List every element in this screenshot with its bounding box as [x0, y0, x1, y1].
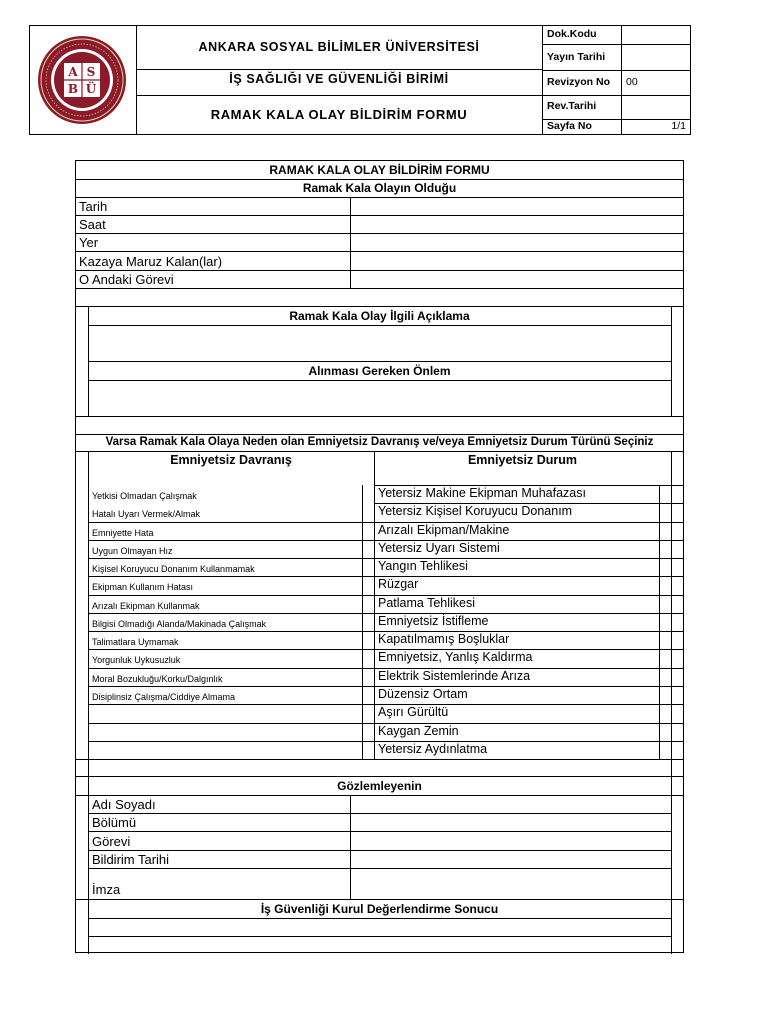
observer-label-duty: Görevi — [92, 834, 131, 849]
meta-value — [622, 44, 690, 70]
input-time[interactable] — [350, 215, 683, 233]
unsafe-behavior-checkbox[interactable] — [362, 540, 374, 558]
unsafe-condition-label: Yangın Tehlikesi — [378, 559, 468, 574]
unsafe-condition-label: Düzensiz Ortam — [378, 686, 468, 701]
meta-row-publish-date — [542, 44, 690, 71]
observer-label-department: Bölümü — [92, 815, 137, 830]
unsafe-behavior-heading: Emniyetsiz Davranış — [170, 453, 292, 467]
meta-value — [622, 95, 690, 119]
input-date[interactable] — [350, 197, 683, 215]
observer-input-signature[interactable] — [350, 868, 671, 899]
field-label-date: Tarih — [79, 199, 108, 214]
observer-input-name[interactable] — [350, 795, 671, 813]
unsafe-behavior-label: Talimatlara Uymamak — [92, 637, 179, 648]
selection-instruction: Varsa Ramak Kala Olaya Neden olan Emniyetsiz Davranış ve/veya Emniyetsiz Durum Türünü Seçiniz — [105, 436, 654, 448]
committee-result-line-1[interactable] — [88, 918, 671, 936]
svg-text:A: A — [68, 65, 78, 79]
unsafe-behavior-label: Uygun Olmayan Hız — [92, 545, 173, 556]
meta-value: 00 — [626, 76, 638, 88]
unsafe-condition-checkbox[interactable] — [659, 613, 671, 631]
document-meta — [542, 26, 690, 134]
unsafe-condition-label: Arızalı Ekipman/Makine — [378, 522, 510, 537]
meta-row-revision-date — [542, 95, 690, 120]
unsafe-behavior-checkbox[interactable] — [362, 668, 374, 686]
meta-value — [622, 26, 690, 44]
unsafe-behavior-label: Emniyette Hata — [92, 527, 154, 538]
unsafe-behavior-checkbox[interactable] — [362, 595, 374, 613]
logo-cell — [30, 26, 137, 134]
committee-heading: İş Güvenliği Kurul Değerlendirme Sonucu — [260, 902, 499, 916]
measure-heading: Alınması Gereken Önlem — [308, 364, 451, 378]
unsafe-behavior-label: Yetkisi Olmadan Çalışmak — [92, 491, 197, 501]
unsafe-condition-checkbox[interactable] — [659, 741, 671, 759]
unsafe-behavior-checkbox[interactable] — [362, 558, 374, 576]
unsafe-condition-label: Rüzgar — [378, 577, 419, 592]
unsafe-condition-checkbox[interactable] — [659, 485, 671, 503]
document-header — [29, 25, 691, 135]
unsafe-condition-label: Kaygan Zemin — [378, 723, 459, 738]
unsafe-behavior-label: Bilgisi Olmadığı Alanda/Makinada Çalışmak — [92, 618, 267, 629]
unsafe-condition-checkbox[interactable] — [659, 576, 671, 594]
form-title: RAMAK KALA OLAY BİLDİRİM FORMU — [269, 163, 490, 177]
header-titles — [136, 26, 543, 134]
university-logo — [30, 26, 134, 134]
meta-row-page-no — [542, 119, 690, 134]
header-form-title: RAMAK KALA OLAY BİLDİRİM FORMU — [210, 107, 468, 122]
input-duty[interactable] — [350, 270, 683, 288]
unsafe-condition-checkbox[interactable] — [659, 686, 671, 704]
unsafe-condition-checkbox[interactable] — [659, 631, 671, 649]
unsafe-behavior-checkbox[interactable] — [362, 631, 374, 649]
unsafe-condition-checkbox[interactable] — [659, 503, 671, 521]
svg-text:S: S — [86, 65, 96, 79]
unsafe-condition-checkbox[interactable] — [659, 522, 671, 540]
unsafe-behavior-label: Kişisel Koruyucu Donanım Kullanmamak — [92, 564, 255, 575]
svg-text:B: B — [67, 82, 79, 96]
field-label-place: Yer — [79, 235, 99, 250]
observer-input-report-date[interactable] — [350, 850, 671, 868]
unsafe-condition-checkbox[interactable] — [659, 704, 671, 722]
meta-label: Revizyon No — [542, 70, 622, 95]
unsafe-behavior-checkbox[interactable] — [362, 686, 374, 704]
unsafe-behavior-checkbox[interactable] — [362, 649, 374, 667]
unsafe-behavior-label: Hatalı Uyarı Vermek/Almak — [92, 509, 201, 520]
university-name: ANKARA SOSYAL BİLİMLER ÜNİVERSİTESİ — [136, 26, 542, 70]
unsafe-condition-checkbox[interactable] — [659, 558, 671, 576]
unsafe-behavior-checkbox[interactable] — [362, 613, 374, 631]
meta-value: 1/1 — [671, 120, 686, 132]
unsafe-condition-heading: Emniyetsiz Durum — [467, 453, 578, 467]
description-heading: Ramak Kala Olay İlgili Açıklama — [289, 309, 470, 323]
input-exposed-persons[interactable] — [350, 251, 683, 270]
unsafe-condition-checkbox[interactable] — [659, 723, 671, 741]
field-label-duty: O Andaki Görevi — [79, 272, 174, 287]
unsafe-behavior-checkbox[interactable] — [362, 704, 374, 722]
unsafe-behavior-label: Yorgunluk Uykusuzluk — [92, 655, 181, 666]
unsafe-behavior-checkbox[interactable] — [362, 723, 374, 741]
unsafe-condition-label: Emniyetsiz İstifleme — [378, 613, 489, 628]
field-label-exposed-persons: Kazaya Maruz Kalan(lar) — [79, 254, 223, 269]
unit-name: İŞ SAĞLIĞI VE GÜVENLİĞİ BİRİMİ — [136, 69, 542, 96]
measure-textarea[interactable] — [88, 380, 671, 416]
unsafe-behavior-checkbox[interactable] — [362, 741, 374, 759]
unsafe-condition-label: Elektrik Sistemlerinde Arıza — [378, 668, 531, 683]
unsafe-condition-label: Emniyetsiz, Yanlış Kaldırma — [378, 650, 533, 665]
meta-row-doc-code — [542, 26, 690, 45]
unsafe-condition-checkbox[interactable] — [659, 668, 671, 686]
unsafe-behavior-checkbox[interactable] — [362, 576, 374, 594]
field-label-time: Saat — [79, 217, 106, 232]
observer-label-signature: İmza — [92, 882, 121, 897]
observer-label-name: Adı Soyadı — [92, 797, 156, 812]
committee-result-line-2[interactable] — [88, 936, 671, 953]
unsafe-behavior-label: Arızalı Ekipman Kullanmak — [92, 600, 200, 611]
meta-label: Dok.Kodu — [542, 26, 622, 44]
unsafe-condition-label: Yetersiz Makine Ekipman Muhafazası — [378, 486, 586, 500]
meta-label: Sayfa No — [542, 119, 622, 134]
unsafe-condition-label: Yetersiz Aydınlatma — [378, 741, 488, 756]
unsafe-behavior-checkbox[interactable] — [362, 503, 374, 521]
unsafe-condition-label: Patlama Tehlikesi — [378, 595, 476, 610]
svg-text:Ü: Ü — [85, 82, 97, 96]
unsafe-behavior-label: Ekipman Kullanım Hatası — [92, 582, 194, 593]
observer-heading: Gözlemleyenin — [337, 779, 422, 793]
observer-label-report-date: Bildirim Tarihi — [92, 852, 170, 867]
unsafe-condition-label: Yetersiz Kişisel Koruyucu Donanım — [378, 504, 573, 519]
meta-row-revision-no — [542, 70, 690, 96]
unsafe-condition-checkbox[interactable] — [659, 540, 671, 558]
unsafe-behavior-label: Moral Bozukluğu/Korku/Dalgınlık — [92, 673, 223, 684]
observer-input-duty[interactable] — [350, 831, 671, 850]
meta-label: Yayın Tarihi — [542, 44, 622, 70]
near-miss-form — [75, 160, 684, 953]
unsafe-condition-label: Yetersiz Uyarı Sistemi — [378, 540, 500, 555]
unsafe-condition-checkbox[interactable] — [659, 595, 671, 613]
unsafe-condition-label: Aşırı Gürültü — [378, 705, 449, 720]
description-textarea[interactable] — [88, 325, 671, 361]
unsafe-condition-checkbox[interactable] — [659, 649, 671, 667]
unsafe-behavior-checkbox[interactable] — [362, 485, 374, 503]
event-section-heading: Ramak Kala Olayın Olduğu — [302, 181, 457, 195]
unsafe-behavior-checkbox[interactable] — [362, 522, 374, 540]
unsafe-behavior-label: Disiplinsiz Çalışma/Ciddiye Almama — [92, 691, 236, 702]
input-place[interactable] — [350, 233, 683, 251]
observer-input-department[interactable] — [350, 813, 671, 831]
unsafe-condition-label: Kapatılmamış Boşluklar — [378, 632, 510, 647]
meta-label: Rev.Tarihi — [542, 95, 622, 119]
